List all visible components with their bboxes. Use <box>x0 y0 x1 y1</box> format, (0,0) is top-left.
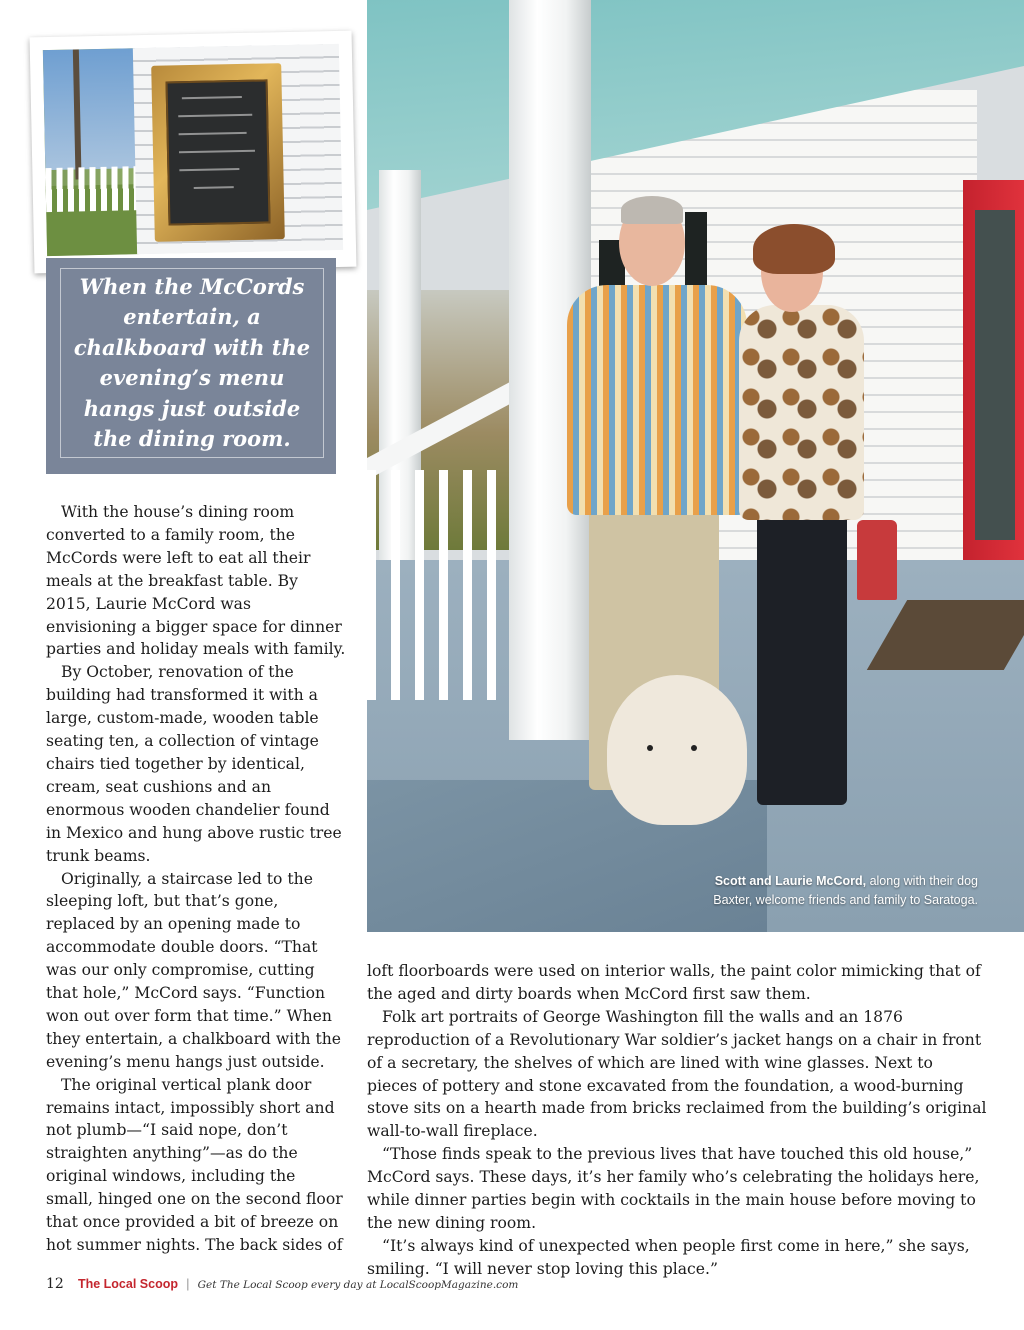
dog-eye <box>647 745 653 751</box>
door-glass <box>975 210 1015 540</box>
article-paragraph: By October, renovation of the building had transformed it with a large, custom-made, wooden table seating ten, a collection of vintage chairs tied together by identical, cream, seat cushions and an enormous wooden chandelier found in Mexico and hung above rustic tree trunk beams. <box>46 663 342 865</box>
photo-caption <box>678 872 978 910</box>
chalk-writing <box>179 168 239 171</box>
sky <box>43 48 137 170</box>
pull-caption-text: When the McCords entertain, a chalkboard with the evening’s menu hangs just outside the dining room. <box>73 273 311 451</box>
photo-caption-names: Scott and Laurie McCord, <box>714 874 867 888</box>
main-porch-photo <box>367 0 1024 932</box>
man-hair <box>621 196 683 224</box>
woman-jacket <box>739 305 864 520</box>
article-paragraph: Originally, a staircase led to the sleeping loft, but that’s gone, replaced by an opening made to accommodate double doors. “That was our only compromise, cutting that hole,” McCord says. “Function won out over form that time.” When they entertain, a chalkboard with the evening’s menu hangs just outside. <box>46 869 341 1071</box>
footer-separator: | <box>186 1276 190 1291</box>
article-paragraph: With the house’s dining room converted to a family room, the McCords were left to eat all their meals at the breakfast table. By 2015, Laurie McCord was envisioning a bigger space for dinner parties and holiday meals with family. <box>46 503 346 659</box>
page-footer <box>46 1274 518 1294</box>
article-paragraph: Folk art portraits of George Washington fill the walls and an 1876 reproduction of a Revolutionary War soldier’s jacket hangs on a chair in front of a secretary, the shelves of which are lined with wine glasses. Next to pieces of pottery and stone excavated from the foundation, a wood-burning stove sits on a hearth made from bricks reclaimed from the building’s original wall-to-wall fireplace. <box>367 1007 987 1141</box>
red-front-door <box>963 180 1024 610</box>
chalkboard <box>166 79 271 225</box>
footer-tagline: Get The Local Scoop every day at LocalScoopMagazine.com <box>197 1279 519 1291</box>
chalk-writing <box>194 186 234 189</box>
chalk-writing <box>179 132 247 135</box>
chalk-writing <box>179 150 255 154</box>
woman-trousers <box>757 505 847 805</box>
westie-dog <box>607 675 747 825</box>
chalkboard-photo <box>43 44 343 256</box>
article-paragraph: “It’s always kind of unexpected when people first come in here,” she says, smiling. “I will never stop loving this place.” <box>367 1236 970 1278</box>
dog-eye <box>691 745 697 751</box>
chalk-writing <box>182 96 242 99</box>
red-boots <box>857 520 897 600</box>
article-paragraph: “Those finds speak to the previous lives that have touched this old house,” McCord says. These days, it’s her family who’s celebrating the holidays here, while dinner parties begin with cocktails in the main house before moving to the new dining room. <box>367 1145 980 1232</box>
page-number: 12 <box>46 1276 64 1292</box>
photo-caption-text: along with their dog Baxter, welcome friends and family to Saratoga. <box>713 874 978 907</box>
man-plaid-shirt <box>567 285 747 515</box>
woman-hair <box>753 224 835 274</box>
magazine-brand: The Local Scoop <box>77 1277 178 1291</box>
article-paragraph: The original vertical plank door remains intact, impossibly short and not plumb—“I said nope, don’t straighten anything”—as do the original windows, including the small, hinged one on the second floor that once provided a bit of breeze on hot summer nights. The back sides of <box>46 1075 343 1254</box>
pull-caption-box <box>46 258 336 474</box>
pull-caption-border <box>60 268 324 458</box>
article-right-column <box>367 960 987 1281</box>
chalk-writing <box>178 114 252 118</box>
gilded-frame <box>151 63 285 242</box>
article-left-column <box>46 501 346 1257</box>
article-paragraph-continued: loft floorboards were used on interior walls, the paint color mimicking that of the aged and dirty boards when McCord first saw them. <box>367 962 981 1003</box>
picket-fence <box>45 166 146 212</box>
porch-railing <box>367 470 527 700</box>
chalkboard-photo-frame <box>30 31 357 274</box>
